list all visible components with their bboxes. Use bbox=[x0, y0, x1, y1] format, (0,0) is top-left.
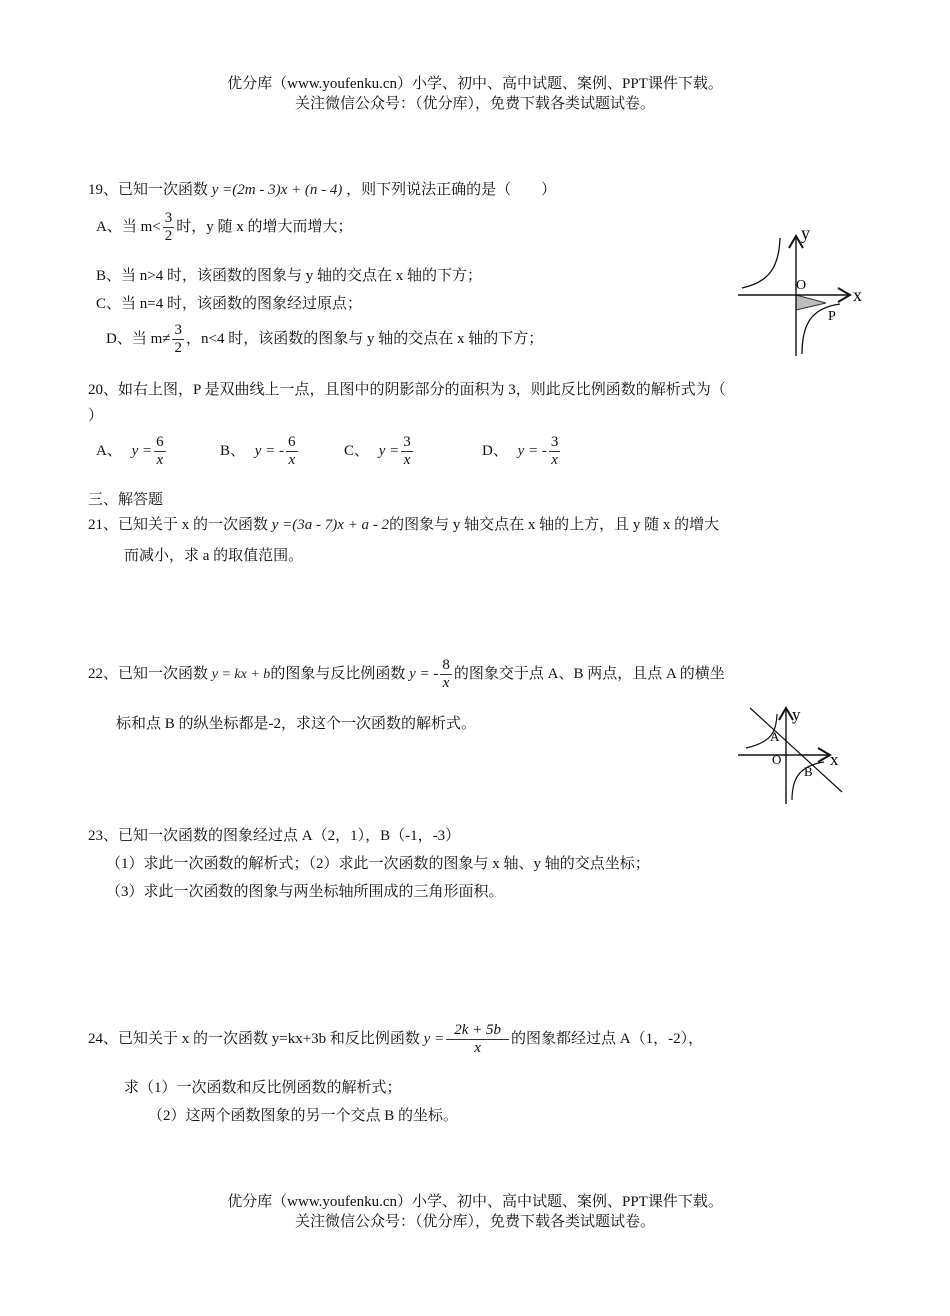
fig2-point-b-label: B bbox=[804, 764, 813, 779]
fig2-point-a-label: A bbox=[770, 729, 780, 744]
q20-option-d bbox=[482, 434, 562, 469]
q22-formula-inverse-fraction bbox=[440, 657, 452, 692]
q23-line-2: （1）求此一次函数的解析式；（2）求此一次函数的图象与 x 轴、y 轴的交点坐标； bbox=[106, 856, 650, 872]
option-fraction bbox=[286, 434, 298, 469]
q20-option-b bbox=[220, 434, 300, 469]
q21-stem bbox=[88, 513, 719, 534]
fig1-point-p-label: P bbox=[828, 309, 836, 324]
q22-stem-text: 22、已知一次函数 bbox=[88, 665, 209, 682]
q19-option-c: C、当 n=4 时，该函数的图象经过原点； bbox=[96, 296, 362, 312]
footer-line-1: 优分库（www.youfenku.cn）小学、初中、高中试题、案例、PPT课件下载。 bbox=[227, 1194, 723, 1210]
q22-line-2: 标和点 B 的纵坐标都是-2，求这个一次函数的解析式。 bbox=[116, 716, 477, 732]
option-fraction bbox=[154, 434, 166, 469]
hyperbola-figure-1 bbox=[730, 226, 870, 360]
q20-option-a bbox=[96, 434, 168, 469]
fraction-denominator: x bbox=[156, 452, 164, 468]
q19-option-d bbox=[106, 322, 543, 357]
fraction-numerator: 3 bbox=[403, 434, 411, 450]
option-lhs: y = - bbox=[254, 442, 285, 459]
option-fraction bbox=[401, 434, 413, 469]
fraction-denominator: x bbox=[551, 452, 558, 468]
fraction-denominator: 2 bbox=[174, 340, 182, 356]
q21-stem-tail: 的图象与 y 轴交点在 x 轴的上方，且 y 随 x 的增大 bbox=[389, 517, 720, 533]
option-label: B、 bbox=[220, 442, 246, 459]
fig1-x-label: x bbox=[853, 285, 862, 305]
q21-stem-text: 21、已知关于 x 的一次函数 bbox=[88, 517, 269, 533]
q21-line-2: 而减小，求 a 的取值范围。 bbox=[124, 548, 304, 564]
q24-formula-fraction bbox=[446, 1022, 509, 1057]
shaded-triangle bbox=[796, 295, 826, 310]
header-line-1: 优分库（www.youfenku.cn）小学、初中、高中试题、案例、PPT课件下载。 bbox=[227, 76, 723, 92]
q23-stem: 23、已知一次函数的图象经过点 A（2，1），B（-1，-3） bbox=[88, 828, 461, 844]
option-fraction bbox=[549, 434, 561, 469]
q19-option-a-text: A、当 m< bbox=[96, 218, 161, 235]
fraction-numerator: 8 bbox=[442, 657, 450, 673]
q24-stem bbox=[88, 1022, 703, 1057]
fraction-numerator: 6 bbox=[288, 434, 296, 450]
q19-option-d-text: D、当 m≠ bbox=[106, 330, 171, 347]
q24-line-2: 求（1）一次函数和反比例函数的解析式； bbox=[124, 1080, 402, 1096]
q20-option-c bbox=[344, 434, 415, 469]
header-line-2: 关注微信公众号：（优分库），免费下载各类试题试卷。 bbox=[294, 96, 655, 112]
option-label: A、 bbox=[96, 442, 122, 459]
option-lhs: y = - bbox=[517, 442, 547, 459]
fraction-numerator: 2k + 5b bbox=[446, 1022, 509, 1040]
option-label: C、 bbox=[344, 442, 370, 459]
fig1-origin-label: O bbox=[796, 278, 807, 293]
option-lhs: y = bbox=[378, 442, 400, 459]
fraction-numerator: 3 bbox=[164, 210, 173, 226]
q19-formula: y =(2m - 3)x + (n - 4) bbox=[211, 182, 343, 198]
section-title: 三、解答题 bbox=[88, 492, 164, 508]
fraction-denominator: x bbox=[403, 452, 411, 468]
hyperbola-branch-upper bbox=[742, 238, 780, 288]
q19-option-b: B、当 n>4 时，该函数的图象与 y 轴的交点在 x 轴的下方； bbox=[96, 268, 482, 284]
fraction-numerator: 3 bbox=[550, 434, 559, 450]
fraction-denominator: 2 bbox=[164, 228, 173, 244]
q20-stem-line-1: 20、如右上图，P 是双曲线上一点，且图中的阴影部分的面积为 3，则此反比例函数的解析式为（ bbox=[88, 382, 726, 398]
fig2-y-label: y bbox=[792, 705, 801, 724]
q22-stem bbox=[88, 657, 725, 692]
q22-stem-tail: 的图象交于点 A、B 两点，且点 A 的横坐 bbox=[453, 665, 725, 682]
q22-stem-middle: 的图象与反比例函数 bbox=[270, 665, 406, 682]
q24-formula-lhs: y = bbox=[423, 1030, 445, 1047]
fig2-x-label: x bbox=[830, 750, 839, 769]
fraction-denominator: x bbox=[442, 675, 450, 691]
q19-stem-tail: ，则下列说法正确的是（ ） bbox=[346, 182, 557, 198]
q24-stem-tail: 的图象都经过点 A（1，-2）， bbox=[510, 1030, 704, 1047]
q22-formula-inverse-lhs: y = - bbox=[409, 665, 439, 682]
line-hyperbola-figure-2 bbox=[732, 700, 852, 808]
q19-stem-text: 19、已知一次函数 bbox=[88, 182, 209, 198]
q24-stem-text: 24、已知关于 x 的一次函数 y=kx+3b 和反比例函数 bbox=[88, 1030, 420, 1047]
fraction-denominator: x bbox=[474, 1040, 481, 1056]
footer-line-2: 关注微信公众号：（优分库），免费下载各类试题试卷。 bbox=[294, 1214, 655, 1230]
q22-formula-linear: y = kx + b bbox=[211, 666, 271, 682]
q19-option-a-tail: 时，y 随 x 的增大而增大； bbox=[176, 218, 353, 235]
q24-line-3: （2）这两个函数图象的另一个交点 B 的坐标。 bbox=[148, 1108, 459, 1124]
fraction-numerator: 3 bbox=[174, 322, 182, 338]
q20-stem-line-2: ） bbox=[88, 408, 104, 424]
q21-formula: y =(3a - 7)x + a - 2 bbox=[271, 517, 390, 533]
q19-option-d-fraction bbox=[172, 322, 184, 357]
q19-option-a bbox=[96, 210, 352, 245]
fraction-numerator: 6 bbox=[156, 434, 164, 450]
fig1-y-label: y bbox=[801, 226, 810, 243]
option-label: D、 bbox=[482, 442, 508, 459]
q19-option-d-tail: ，n<4 时，该函数的图象与 y 轴的交点在 x 轴的下方； bbox=[185, 330, 544, 347]
fraction-denominator: x bbox=[288, 452, 296, 468]
option-lhs: y = bbox=[131, 442, 153, 459]
q19-option-a-fraction bbox=[163, 210, 175, 245]
q19-stem bbox=[88, 178, 556, 199]
fig2-origin-label: O bbox=[772, 752, 782, 767]
q23-line-3: （3）求此一次函数的图象与两坐标轴所围成的三角形面积。 bbox=[106, 884, 504, 900]
